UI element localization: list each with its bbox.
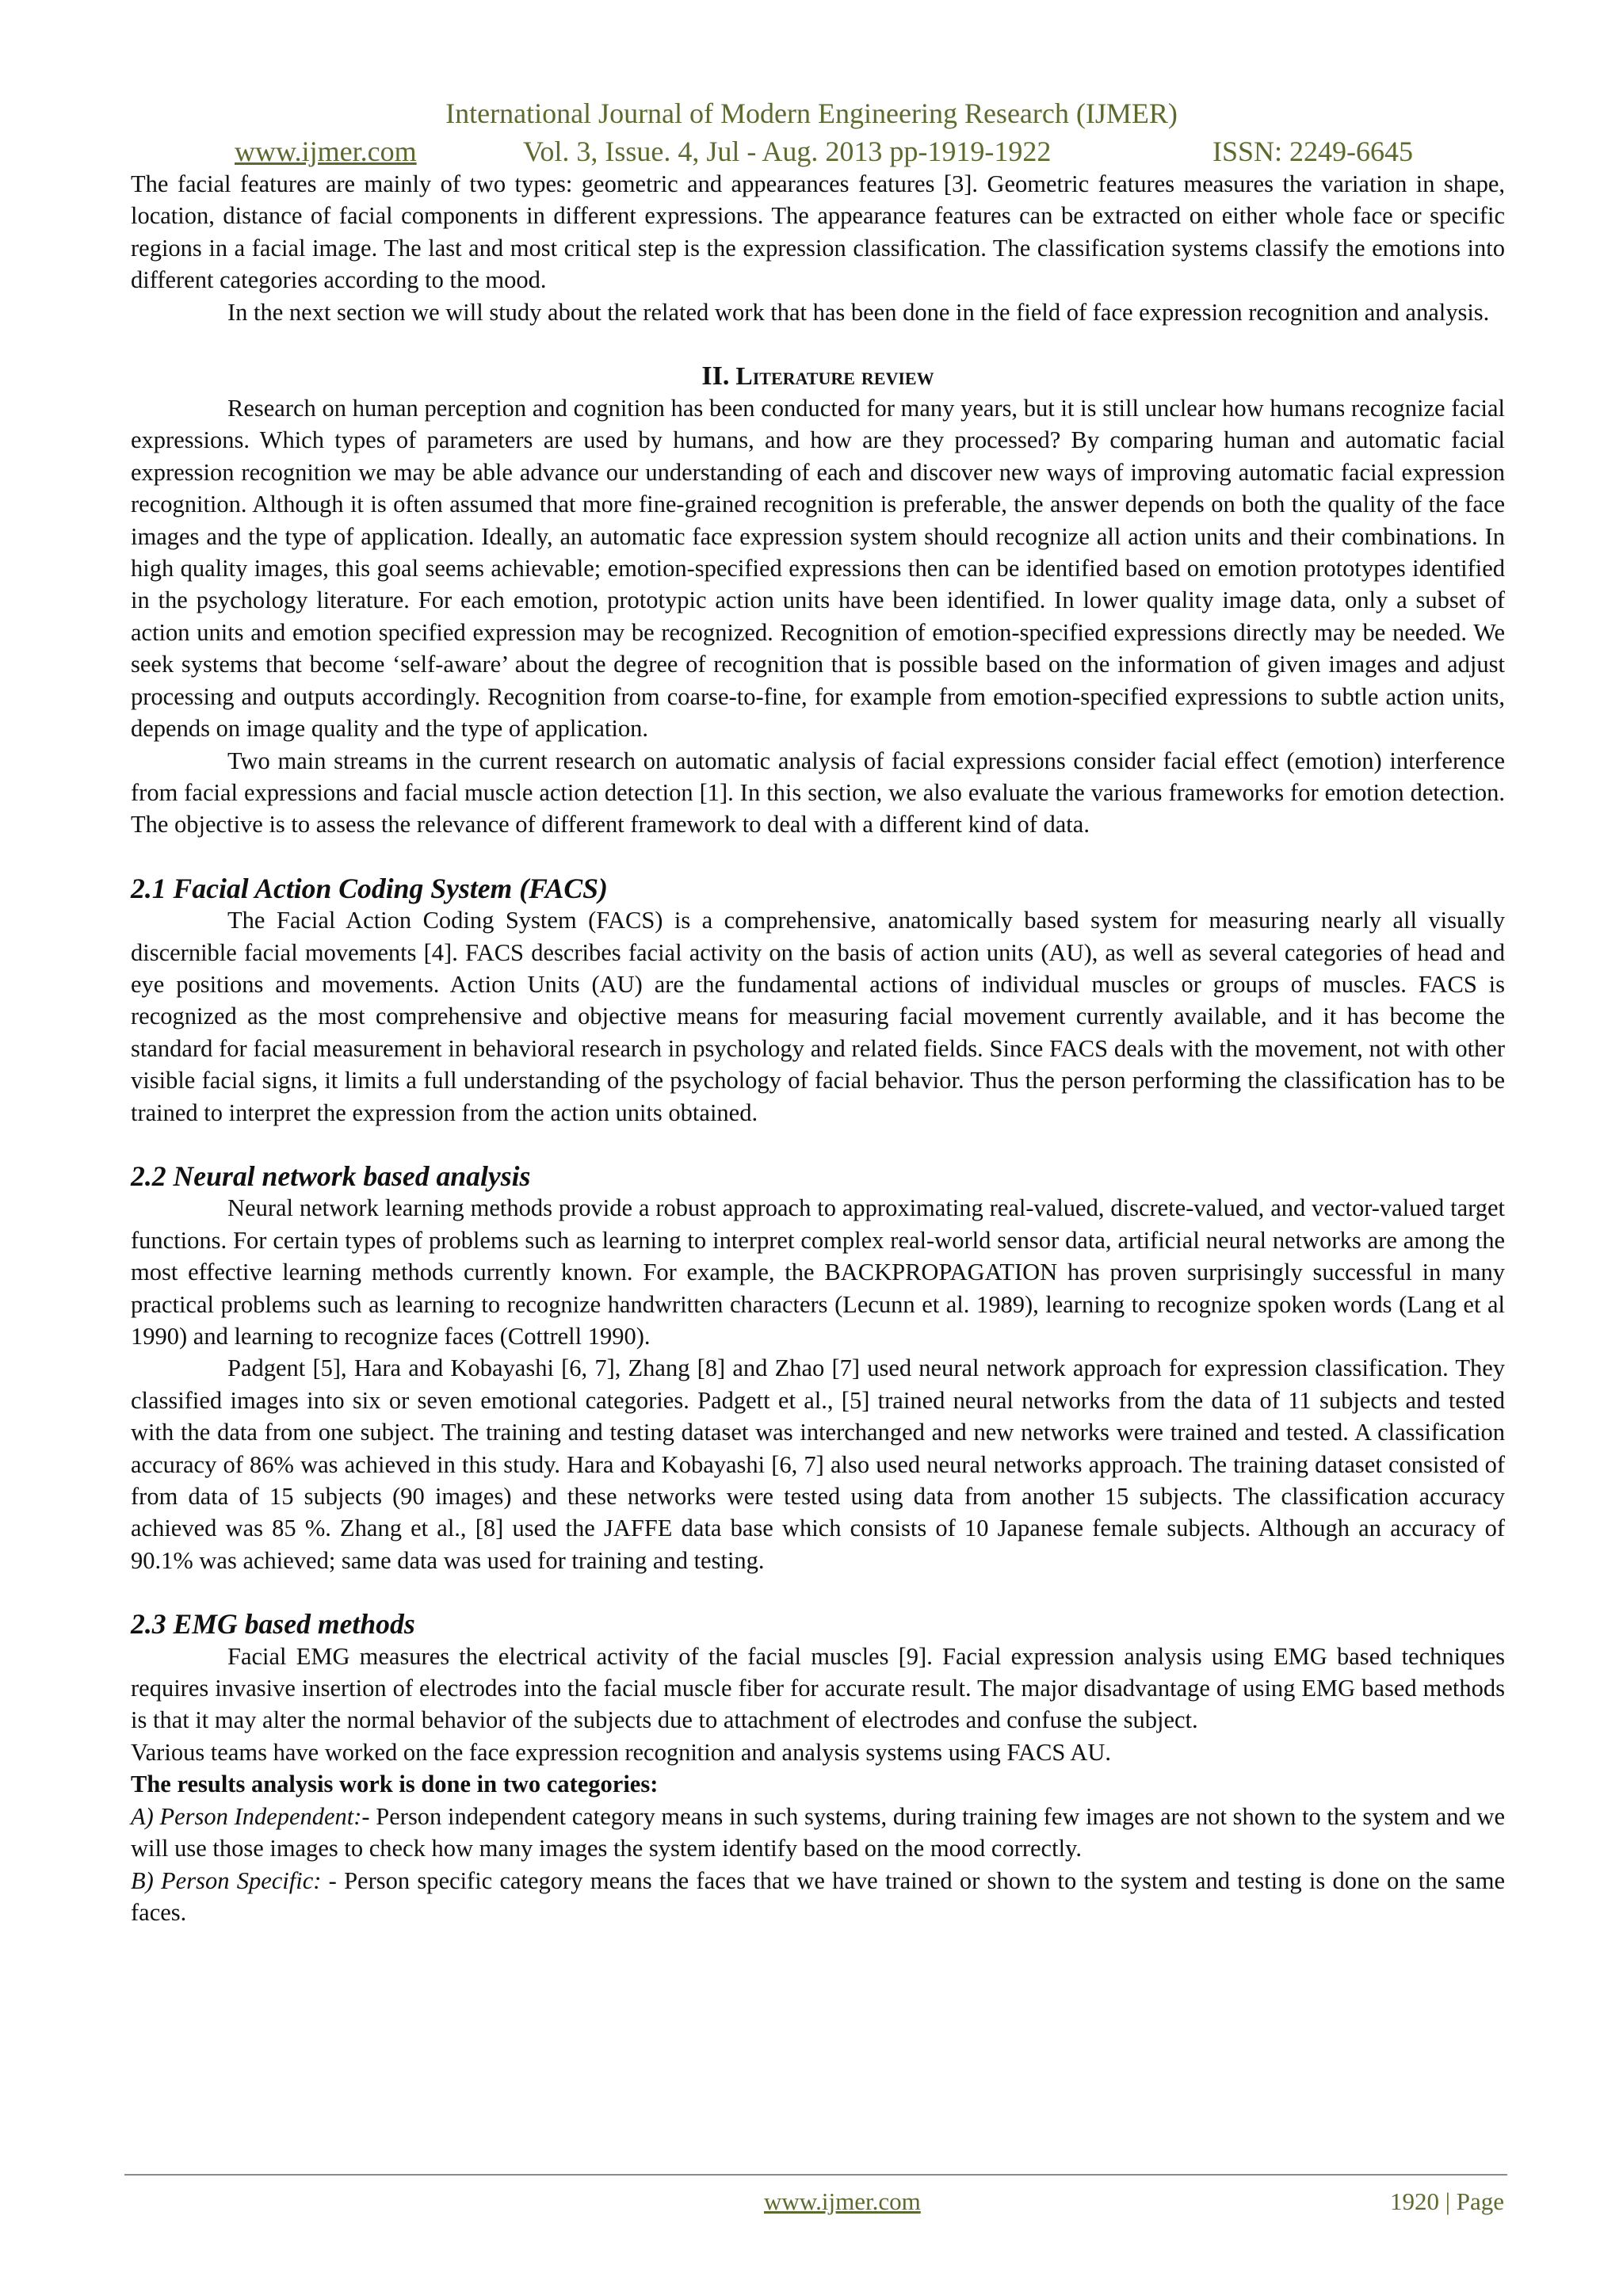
results-heading: The results analysis work is done in two categories: (131, 1771, 659, 1798)
footer-page-number: 1920 | Page (1390, 2187, 1504, 2215)
footer-divider (124, 2174, 1507, 2176)
section-title: Literature review (735, 361, 934, 391)
emg-paragraph-2: Various teams have worked on the face expression recognition and analysis systems using FACS AU. (131, 1738, 1112, 1766)
header-volume-info: Vol. 3, Issue. 4, Jul - Aug. 2013 pp-1919-1922 (523, 136, 1052, 167)
category-b-label: B) Person Specific: - (131, 1866, 337, 1894)
intro-paragraph-2: In the next section we will study about the related work that has been done in the field of face expression recognition and analysis. (227, 298, 1490, 326)
neural-network-paragraph-1: Neural network learning methods provide a robust approach to approximating real-valued, discrete-valued, and vector-valued target functions. For certain types of problems such as learning to interpret complex real-world sensor data, artificial neural networks are among the most effective learning methods currently known. For example, the BACKPROPAGATION has proven surprisingly successful in many practical problems such as learning to recognize handwritten characters (Lecunn et al. 1989), learning to recognize spoken words (Lang et al 1990) and learning to recognize faces (Cottrell 1990). (131, 1194, 1505, 1350)
section-number: II. (701, 361, 730, 392)
literature-paragraph-2: Two main streams in the current research on automatic analysis of facial expressions consider facial effect (emotion) interference from facial expressions and facial muscle action detection [1]. In this section, we also evaluate the various frameworks for emotion detection. The objective is to assess the relevance of different framework to deal with a different kind of data. (131, 747, 1505, 839)
facs-paragraph: The Facial Action Coding System (FACS) is a comprehensive, anatomically based system for measuring nearly all visually discernible facial movements [4]. FACS describes facial activity on the basis of action units (AU), as well as several categories of head and eye positions and movements. Action Units (AU) are the fundamental actions of individual muscles or groups of muscles. FACS is recognized as the most comprehensive and objective means for measuring facial movement currently available, and it has become the standard for facial measurement in behavioral research in psychology and related fields. Since FACS deals with the movement, not with other visible facial signs, it limits a full understanding of the psychology of facial behavior. Thus the person performing the classification has to be trained to interpret the expression from the action units obtained. (131, 907, 1505, 1126)
header-issn: ISSN: 2249-6645 (1212, 136, 1414, 167)
literature-paragraph-1: Research on human perception and cognition has been conducted for many years, but it is still unclear how humans recognize facial expressions. Which types of parameters are used by humans, and how are they processed? By comparing human and automatic facial expression recognition we may be able advance our understanding of each and discover new ways of improving automatic facial expression recognition. Although it is often assumed that more fine-grained recognition is preferable, the answer depends on both the quality of the face images and the type of application. Ideally, an automatic face expression system should recognize all action units and their combinations. In high quality images, this goal seems achievable; emotion-specified expressions then can be identified based on emotion prototypes identified in the psychology literature. For each emotion, prototypic action units have been identified. In lower quality image data, only a subset of action units and emotion specified expression may be recognized. Recognition of emotion-specified expressions directly may be needed. We seek systems that become ‘self-aware’ about the degree of recognition that is possible based on the information of given images and adjust processing and outputs accordingly. Recognition from coarse-to-fine, for example from emotion-specified expressions to subtle action units, depends on image quality and the type of application. (131, 395, 1505, 743)
category-a-text: Person independent category means in such systems, during training few images are not shown to the system and we will use those images to check how many images the system identify based on the mood correctly. (131, 1802, 1505, 1862)
neural-network-paragraph-2: Padgent [5], Hara and Kobayashi [6, 7], Zhang [8] and Zhao [7] used neural network approach for expression classification. They classified images into six or seven emotional categories. Padgett et al., [5] trained neural networks from the data of 11 subjects and tested with the data from one subject. The training and testing dataset was interchanged and new networks were trained and tested. A classification accuracy of 86% was achieved in this study. Hara and Kobayashi [6, 7] also used neural networks approach. The training dataset consisted of from data of 15 subjects (90 images) and these networks were tested using data from another 15 subjects. The classification accuracy achieved was 85 %. Zhang et al., [8] used the JAFFE data base which consists of 10 Japanese female subjects. Although an accuracy of 90.1% was achieved; same data was used for training and testing. (131, 1354, 1505, 1574)
header-info-line (0, 135, 1623, 170)
subsection-heading-emg: 2.3 EMG based methods (131, 1608, 415, 1641)
category-a-label: A) Person Independent:- (131, 1802, 370, 1830)
subsection-heading-neural-network: 2.2 Neural network based analysis (131, 1159, 531, 1192)
section-heading-literature-review (131, 360, 1505, 392)
journal-title: International Journal of Modern Engineering Research (IJMER) (445, 97, 1178, 129)
footer-website-link[interactable]: www.ijmer.com (764, 2187, 921, 2215)
intro-paragraph-1: The facial features are mainly of two types: geometric and appearances features [3]. Geometric features measures the variation in shape, location, distance of facial components in different expressions. The appearance features can be extracted on either whole face or specific regions in a facial image. The last and most critical step is the expression classification. The classification systems classify the emotions into different categories according to the mood. (131, 170, 1505, 294)
subsection-heading-facs: 2.1 Facial Action Coding System (FACS) (131, 872, 608, 904)
emg-paragraph-1: Facial EMG measures the electrical activity of the facial muscles [9]. Facial expression analysis using EMG based techniques requires invasive insertion of electrodes into the facial muscle fiber for accurate result. The major disadvantage of using EMG based methods is that it may alter the normal behavior of the subjects due to attachment of electrodes and confuse the subject. (131, 1642, 1505, 1734)
category-a-paragraph (131, 1801, 1505, 1865)
category-b-paragraph (131, 1865, 1505, 1929)
article-body (131, 168, 1505, 1928)
header-website-link[interactable]: www.ijmer.com (235, 136, 417, 167)
category-b-text: Person specific category means the faces that we have trained or shown to the system and testing is done on the same faces. (131, 1866, 1505, 1926)
